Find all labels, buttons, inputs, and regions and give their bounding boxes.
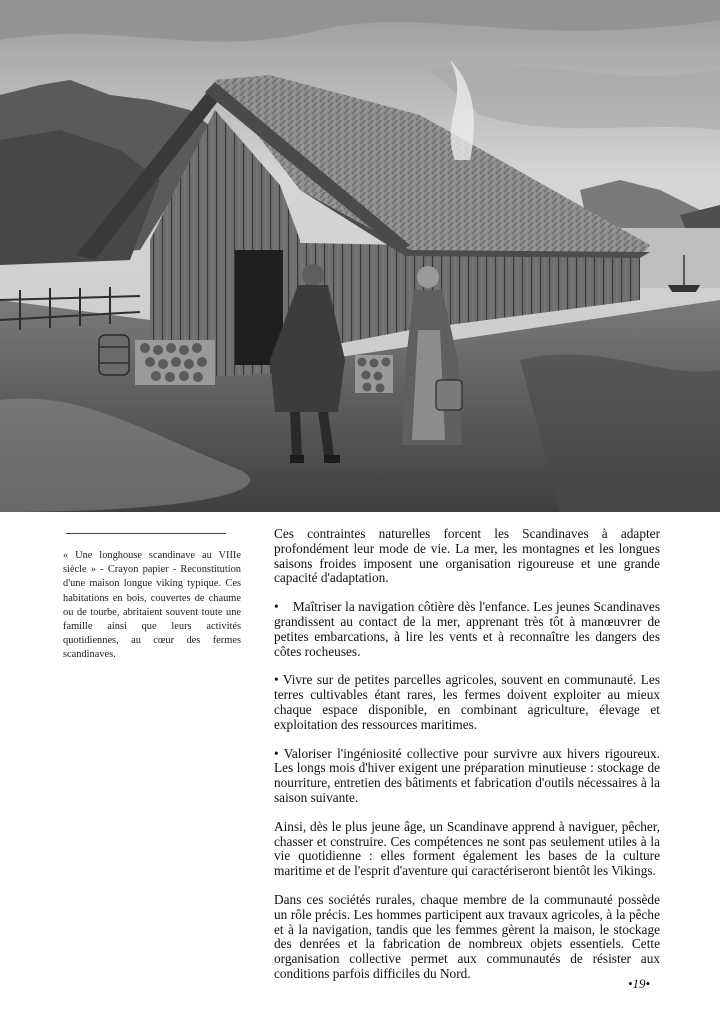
caption-divider <box>66 533 226 534</box>
body-text <box>274 527 660 996</box>
image-caption: « Une longhouse scandinave au VIIIe siècle » - Crayon papier - Reconstitution d'une maison longue viking typique. Ces habitations en bois, couvertes de chaume ou de tourbe, abritaient souvent toute une famille ainsi que leurs activités quotidiennes, au cœur des fermes scandinaves. <box>63 550 241 661</box>
paragraph: Ces contraintes naturelles forcent les Scandinaves à adapter profondément leur mode de vie. La mer, les montagnes et les longues saisons froides imposent une organisation rigoureuse et une grande capacité d'adaptation. <box>274 526 660 586</box>
paragraph: Dans ces sociétés rurales, chaque membre de la communauté possède un rôle précis. Les hommes participent aux travaux agricoles, à la pêche et à la navigation, tandis que les femmes gèrent la maison, le stockage des denrées et la fabrication de nombreux objets essentiels. Cette organisation collective permet aux communautés de résister aux conditions parfois difficiles du Nord. <box>274 891 660 981</box>
paragraph: • Valoriser l'ingéniosité collective pour survivre aux hivers rigoureux. Les longs mois d'hiver exigent une préparation minutieuse : stockage de nourriture, entretien des bâtiments et fabrication d'outils nécessaires à la saison suivante. <box>274 745 660 805</box>
paragraph: • Vivre sur de petites parcelles agricoles, souvent en communauté. Les terres cultivables étant rares, les fermes doivent exploiter au mieux chaque espace disponible, en combinant agriculture, élevage et exploitation des ressources maritimes. <box>274 672 660 732</box>
page-number: •19• <box>628 976 651 991</box>
paragraph: • Maîtriser la navigation côtière dès l'enfance. Les jeunes Scandinaves grandissent au contact de la mer, apprenant très tôt à manœuvrer de petites embarcations, à lire les vents et à reconnaître les dangers des côtes rocheuses. <box>274 599 660 659</box>
paragraph: Ainsi, dès le plus jeune âge, un Scandinave apprend à naviguer, pêcher, chasser et construire. Ces compétences ne sont pas seulement utiles à la vie quotidienne : elles forment également les bases de la culture maritime et de l'esprit d'aventure qui caractériseront bientôt les Vikings. <box>274 818 660 879</box>
